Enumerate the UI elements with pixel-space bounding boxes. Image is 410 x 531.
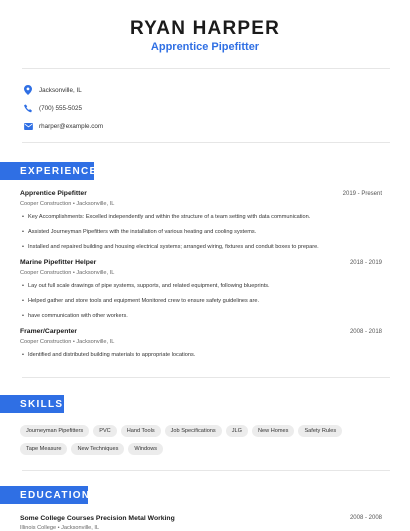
job-dates: 2019 - Present bbox=[342, 191, 382, 197]
candidate-name: RYAN HARPER bbox=[129, 18, 281, 39]
contact-location bbox=[22, 83, 82, 97]
job-dates: 2008 - 2018 bbox=[349, 329, 382, 335]
bullet-item: • Helped gather and store tools and equipment Monitored crew to ensure safety guidelines are. bbox=[22, 298, 260, 304]
divider bbox=[22, 377, 390, 378]
job-company: Cooper Construction • Jacksonville, IL bbox=[20, 201, 115, 207]
bullet-item: • Key Accomplishments: Excelled independently and within the structure of a team setting with data communication. bbox=[22, 214, 311, 220]
job-company: Cooper Construction • Jacksonville, IL bbox=[20, 270, 115, 276]
job-title: Marine Pipefitter Helper bbox=[20, 259, 97, 266]
email-icon bbox=[22, 120, 34, 132]
skill-chip: Hand Tools bbox=[121, 425, 161, 437]
divider bbox=[22, 68, 390, 69]
bullet-item: • have communication with other workers. bbox=[22, 313, 128, 319]
contact-email bbox=[22, 119, 103, 133]
skill-chip: Journeyman Pipefitters bbox=[20, 425, 89, 437]
skill-chip: Job Specifications bbox=[165, 425, 222, 437]
education-title: Some College Courses Precision Metal Working bbox=[20, 515, 175, 522]
contact-phone bbox=[22, 101, 82, 115]
email-text: rharper@example.com bbox=[39, 122, 104, 130]
bullet-item: • Assisted Journeyman Pipefitters with the installation of various heating and cooling systems. bbox=[22, 229, 257, 235]
location-pin-icon bbox=[22, 84, 34, 96]
job-company: Cooper Construction • Jacksonville, IL bbox=[20, 339, 115, 345]
divider bbox=[22, 470, 390, 471]
job-title: Apprentice Pipefitter bbox=[20, 190, 87, 197]
skill-chip: Safety Rules bbox=[298, 425, 342, 437]
skill-chip: Windows bbox=[128, 443, 163, 455]
candidate-title: Apprentice Pipefitter bbox=[150, 41, 260, 53]
bullet-item: • Identified and distributed building materials to appropriate locations. bbox=[22, 352, 196, 358]
education-dates: 2008 - 2008 bbox=[349, 515, 382, 521]
phone-icon bbox=[22, 102, 34, 114]
education-school: Illinois College • Jacksonville, IL bbox=[20, 525, 100, 531]
skill-chip: New Homes bbox=[252, 425, 294, 437]
job-title: Framer/Carpenter bbox=[20, 328, 78, 335]
section-education-heading: EDUCATION bbox=[0, 486, 88, 504]
location-text: Jacksonville, IL bbox=[39, 86, 82, 94]
skill-chip: JLG bbox=[226, 425, 248, 437]
phone-text: (700) 555-5025 bbox=[39, 104, 83, 112]
job-dates: 2018 - 2019 bbox=[349, 260, 382, 266]
divider bbox=[22, 142, 390, 143]
skill-chip: New Techniques bbox=[71, 443, 124, 455]
skills-list bbox=[20, 425, 390, 455]
skill-chip: Tape Measure bbox=[20, 443, 67, 455]
section-experience-heading: EXPERIENCE bbox=[0, 162, 94, 180]
skill-chip: PVC bbox=[93, 425, 117, 437]
bullet-item: • Lay out full scale drawings of pipe systems, supports, and related equipment, following blueprints. bbox=[22, 283, 270, 289]
bullet-item: • Installed and repaired building and housing electrical systems; arranged wiring, fixtures and conduit boxes to prepare. bbox=[22, 244, 319, 250]
section-skills-heading: SKILLS bbox=[0, 395, 64, 413]
